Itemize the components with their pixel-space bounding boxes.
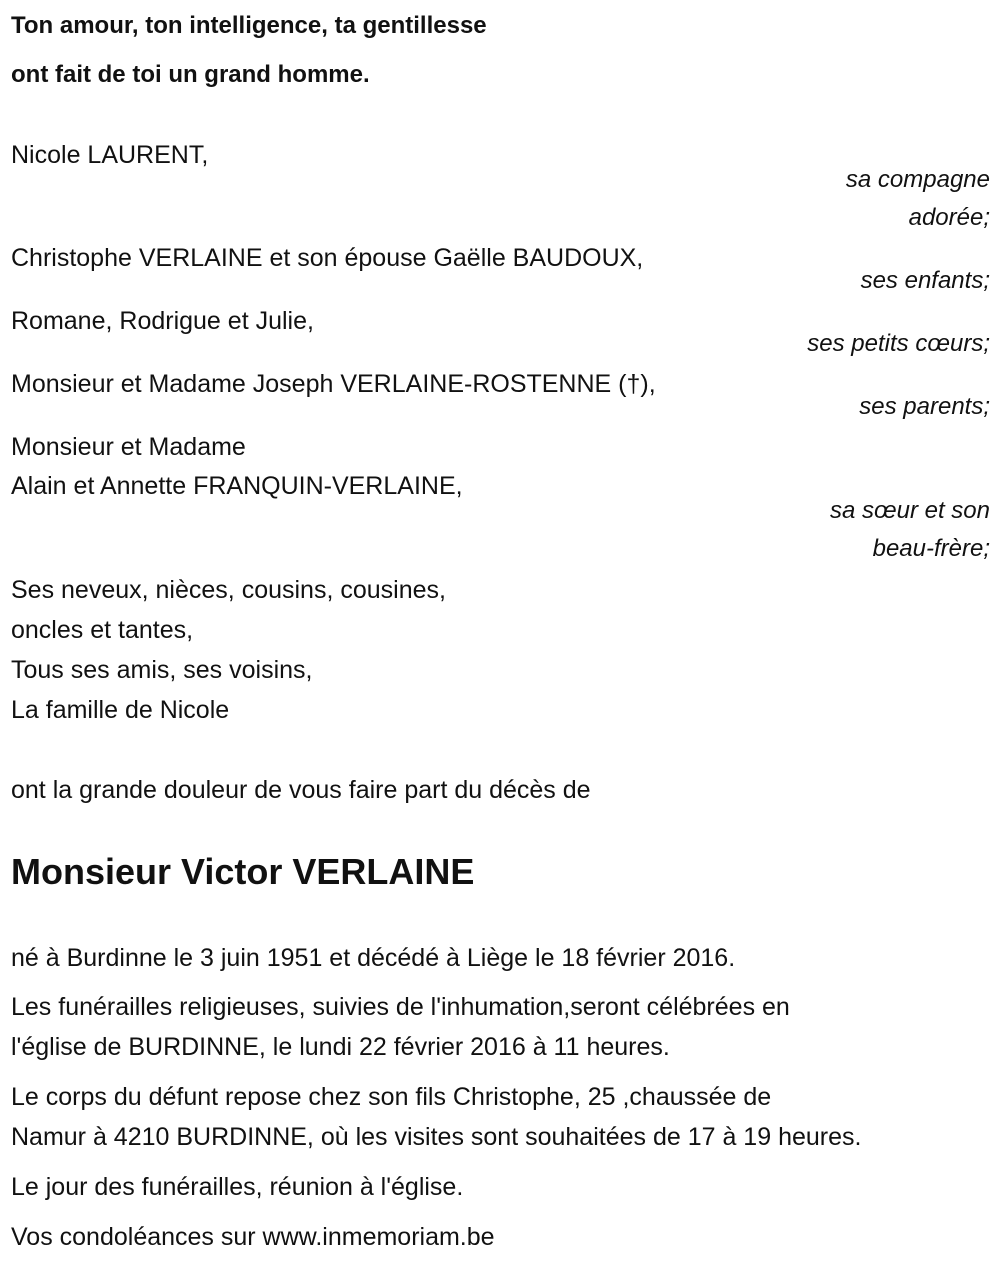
relatives-line: Tous ses amis, ses voisins,: [11, 656, 313, 684]
detail-line: né à Burdinne le 3 juin 1951 et décédé à Liège le 18 février 2016.: [11, 944, 736, 972]
family-relation: ses petits cœurs;: [807, 330, 990, 357]
family-relation: sa compagne: [845, 166, 990, 193]
epitaph-line: Ton amour, ton intelligence, ta gentillesse: [11, 12, 487, 39]
detail-line: l'église de BURDINNE, le lundi 22 février 2016 à 11 heures.: [11, 1033, 670, 1061]
family-relation: beau-frère;: [872, 535, 990, 562]
family-relation: adorée;: [908, 204, 990, 231]
family-relation: sa sœur et son: [829, 497, 990, 524]
detail-line: Le jour des funérailles, réunion à l'église.: [11, 1173, 464, 1201]
family-name: Romane, Rodrigue et Julie,: [11, 307, 314, 335]
family-name: Nicole LAURENT,: [11, 141, 209, 169]
family-relation: ses enfants;: [860, 267, 990, 294]
family-name: Monsieur et Madame Joseph VERLAINE-ROSTENNE (†),: [11, 370, 656, 398]
announcement: ont la grande douleur de vous faire part du décès de: [11, 776, 591, 804]
family-name: Alain et Annette FRANQUIN-VERLAINE,: [11, 472, 463, 500]
detail-line: Les funérailles religieuses, suivies de l'inhumation,seront célébrées en: [11, 993, 790, 1021]
detail-line: Namur à 4210 BURDINNE, où les visites sont souhaitées de 17 à 19 heures.: [11, 1123, 862, 1151]
family-relation: ses parents;: [859, 393, 990, 420]
relatives-line: La famille de Nicole: [11, 696, 230, 724]
deceased-name: Monsieur Victor VERLAINE: [11, 851, 475, 892]
family-name: Christophe VERLAINE et son épouse Gaëlle BAUDOUX,: [11, 244, 644, 272]
family-name: Monsieur et Madame: [11, 433, 246, 461]
detail-line: Le corps du défunt repose chez son fils Christophe, 25 ,chaussée de: [11, 1083, 772, 1111]
condolences-line: Vos condoléances sur www.inmemoriam.be: [11, 1223, 495, 1251]
relatives-line: Ses neveux, nièces, cousins, cousines,: [11, 576, 446, 604]
relatives-line: oncles et tantes,: [11, 616, 194, 644]
epitaph-line: ont fait de toi un grand homme.: [11, 61, 370, 88]
